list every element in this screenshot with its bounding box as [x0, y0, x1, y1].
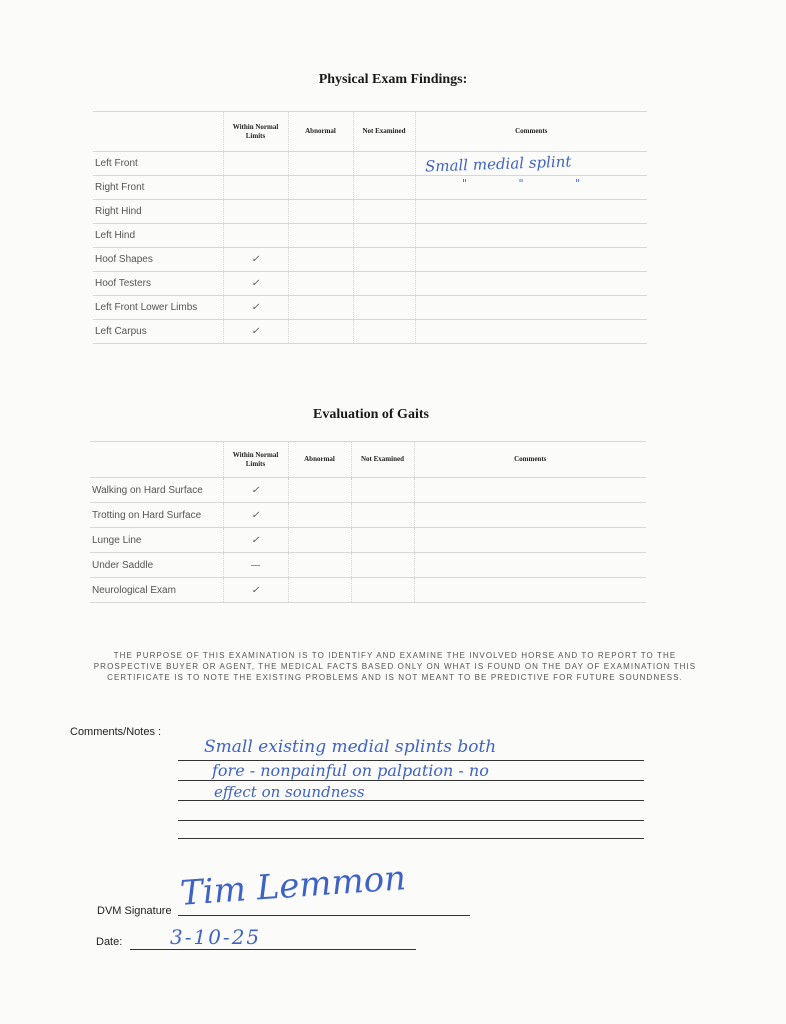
table-row [90, 503, 646, 528]
comments-cell [415, 200, 647, 224]
not-examined-cell [353, 248, 415, 272]
not-examined-cell [353, 176, 415, 200]
row-label: Left Front [93, 152, 223, 176]
wnl-check: ✓ [223, 296, 288, 320]
gaits-title: Evaluation of Gaits [313, 407, 429, 422]
wnl-cell [223, 152, 288, 176]
header-abnormal: Abnormal [288, 442, 351, 478]
header-blank [90, 442, 223, 478]
comments-cell [415, 320, 647, 344]
wnl-check: ✓ [223, 578, 288, 603]
handwritten-note-line: effect on soundness [214, 783, 365, 801]
header-comments: Comments [414, 442, 646, 478]
wnl-cell [223, 224, 288, 248]
wnl-check: ✓ [223, 272, 288, 296]
row-label: Neurological Exam [90, 578, 223, 603]
row-label: Lunge Line [90, 528, 223, 553]
table-row [90, 578, 646, 603]
table-row [90, 528, 646, 553]
comments-cell [415, 224, 647, 248]
not-examined-cell [353, 152, 415, 176]
comments-cell [414, 578, 646, 603]
row-label: Hoof Testers [93, 272, 223, 296]
abnormal-cell [288, 478, 351, 503]
comments-notes-label: Comments/Notes : [70, 726, 162, 738]
comments-cell [415, 272, 647, 296]
wnl-check: ✓ [223, 320, 288, 344]
abnormal-cell [288, 272, 353, 296]
wnl-dash: — [223, 553, 288, 578]
header-blank [93, 112, 223, 152]
abnormal-cell [288, 578, 351, 603]
wnl-cell [223, 200, 288, 224]
row-label: Hoof Shapes [93, 248, 223, 272]
not-examined-cell [353, 296, 415, 320]
table-header-row [93, 112, 647, 152]
wnl-check: ✓ [223, 528, 288, 553]
handwritten-note-line: fore - nonpainful on palpation - no [212, 761, 489, 780]
abnormal-cell [288, 553, 351, 578]
abnormal-cell [288, 200, 353, 224]
abnormal-cell [288, 503, 351, 528]
abnormal-cell [288, 296, 353, 320]
gaits-table [90, 441, 646, 603]
comments-cell [415, 248, 647, 272]
comments-cell [414, 528, 646, 553]
dvm-signature-label: DVM Signature [97, 905, 172, 917]
abnormal-cell [288, 248, 353, 272]
row-label: Walking on Hard Surface [90, 478, 223, 503]
wnl-check: ✓ [223, 478, 288, 503]
row-label: Trotting on Hard Surface [90, 503, 223, 528]
handwritten-signature: Tim Lemmon [178, 858, 408, 914]
notes-line [178, 780, 644, 781]
row-label: Left Carpus [93, 320, 223, 344]
table-row [93, 320, 647, 344]
notes-line [178, 838, 644, 839]
comments-cell [415, 296, 647, 320]
physical-exam-title: Physical Exam Findings: [318, 72, 468, 87]
handwritten-comment-left-front: Small medial splint [424, 152, 572, 176]
header-not-examined: Not Examined [351, 442, 414, 478]
header-not-examined: Not Examined [353, 112, 415, 152]
not-examined-cell [353, 200, 415, 224]
header-wnl: Within Normal Limits [223, 442, 288, 478]
row-label: Left Hind [93, 224, 223, 248]
comments-cell [414, 503, 646, 528]
abnormal-cell [288, 152, 353, 176]
not-examined-cell [353, 320, 415, 344]
table-row [93, 200, 647, 224]
not-examined-cell [351, 553, 414, 578]
abnormal-cell [288, 528, 351, 553]
abnormal-cell [288, 176, 353, 200]
handwritten-note-line: Small existing medial splints both [204, 737, 497, 757]
disclaimer-text: THE PURPOSE OF THIS EXAMINATION IS TO IDENTIFY AND EXAMINE THE INVOLVED HORSE AND TO REPORT TO THE PROSPECTIVE BUYER OR AGENT, THE MEDICAL FACTS BASED ONLY ON WHAT IS FOUND ON THE DAY OF EXAMINATION THIS CERTIFICATE IS TO NOTE THE EXISTING PROBLEMS AND IS NOT MEANT TO BE PREDICTIVE FOR FUTURE SOUNDNESS. [93, 651, 697, 682]
abnormal-cell [288, 224, 353, 248]
date-label: Date: [96, 936, 123, 948]
not-examined-cell [351, 503, 414, 528]
table-row [93, 272, 647, 296]
not-examined-cell [353, 224, 415, 248]
handwritten-date: 3-10-25 [170, 925, 262, 949]
table-row [93, 248, 647, 272]
date-line [130, 949, 416, 950]
wnl-check: ✓ [223, 248, 288, 272]
table-row [90, 478, 646, 503]
header-abnormal: Abnormal [288, 112, 353, 152]
not-examined-cell [351, 478, 414, 503]
abnormal-cell [288, 320, 353, 344]
table-header-row [90, 442, 646, 478]
handwritten-comment-right-front: " " " [462, 177, 605, 190]
physical-exam-table [93, 111, 647, 344]
signature-line [178, 915, 470, 916]
table-row [93, 296, 647, 320]
row-label: Left Front Lower Limbs [93, 296, 223, 320]
header-comments: Comments [415, 112, 647, 152]
header-wnl: Within Normal Limits [223, 112, 288, 152]
row-label: Right Hind [93, 200, 223, 224]
comments-cell [414, 478, 646, 503]
wnl-cell [223, 176, 288, 200]
row-label: Under Saddle [90, 553, 223, 578]
not-examined-cell [351, 578, 414, 603]
row-label: Right Front [93, 176, 223, 200]
notes-line [178, 820, 644, 821]
table-row [90, 553, 646, 578]
not-examined-cell [353, 272, 415, 296]
wnl-check: ✓ [223, 503, 288, 528]
comments-cell [414, 553, 646, 578]
table-row [93, 224, 647, 248]
not-examined-cell [351, 528, 414, 553]
